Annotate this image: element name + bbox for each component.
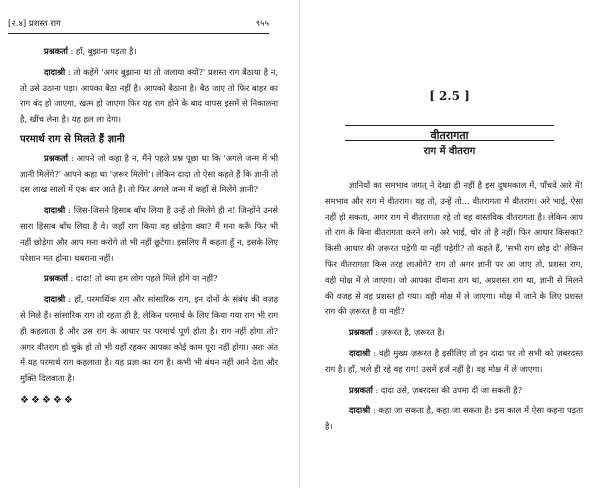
page-number: ९५५ <box>255 19 269 29</box>
speaker-label: प्रश्नकर्ता <box>349 384 373 395</box>
left-body-text <box>20 44 278 409</box>
speaker-label: दादाश्री <box>44 294 66 305</box>
paragraph <box>325 178 583 320</box>
chapter-subtitle: राग में वीतराग <box>423 146 476 157</box>
paragraph <box>20 271 278 287</box>
header-rule <box>8 33 269 34</box>
paragraph <box>20 44 278 60</box>
left-page <box>0 0 299 488</box>
end-ornament: ❖❖❖❖❖ <box>20 394 75 406</box>
paragraph-text: : तो कहेंगे 'अगर बुझाना था तो जलाया क्यों?' प्रशस्त राग बैठाया है न, तो उसे उठाना पड़ा। आपका बैठा नहीं है। आपको बैठाना है। बैठ जाए तो फिर बाहर का राग बंद हो जाएगा, खत्म हो जाएगा फिर यह राग होने के बाद वापस इसमें से निकालना है, खींच लेना है। यह हल ला देगा। <box>20 66 278 125</box>
paragraph <box>325 403 583 435</box>
paragraph-text: : कहा जा सकता है, कहा जा सकता है। इस काल में ऐसा कहना पड़ता है। <box>325 405 583 432</box>
paragraph <box>20 203 278 266</box>
speaker-label: दादाश्री <box>349 347 371 358</box>
paragraph <box>325 346 583 378</box>
paragraph-text: : आपने जो कहा है न, मैंने पहले प्रश्न पूछा था कि 'अगले जन्म में भी ज्ञानी मिलेंगे?' आपने कहा था 'ज़रूर मिलेंगे'। लेकिन दादा तो ऐसा कहते हैं कि ज्ञानी तो दस लाख सालों में एक बार आते हैं। तो फिर अगले जन्म में कहाँ से मिलेंगे ज्ञानी? <box>20 152 278 195</box>
paragraph-text: : दादा उसे, ज़बरदस्त की उपमा दी जा सकती है? <box>372 384 523 395</box>
chapter-title: वीतरागता <box>430 129 469 142</box>
speaker-label: प्रश्नकर्ता <box>349 327 373 338</box>
paragraph <box>325 325 583 341</box>
paragraph-text: : ज़रूरत है, ज़रूरत है। <box>372 327 445 338</box>
speaker-label: दादाश्री <box>44 205 66 216</box>
speaker-label: प्रश्नकर्ता <box>44 152 68 163</box>
paragraph-text: : वही मुख्य ज़रूरत है इसीलिए तो इन दादा पर तो सभी को ज़बरदस्त राग है। हाँ, भले ही रहे वह राग! उसमें हर्ज नहीं है। वह मोक्ष में ले जाएगा। <box>325 347 583 374</box>
paragraph <box>20 292 278 387</box>
right-page <box>300 0 599 488</box>
paragraph-text: : हाँ, परमार्थिक राग और सांसारिक राग, इन दोनों के संबंध की वजह से मिले हैं। सांसारिक राग तो रहता ही है, लेकिन परमार्थ के लिए किया गया राग भी राग ही कहलाता है और उस राग के आधार पर परमार्थ पूर्ण होता है। राग नहीं होगा तो? अगर वीतराग हो चुके हो तो भी यहाँ रहकर आपका कोई काम पूरा नहीं होगा। अतः अंत में यह परमार्थ राग कहलाता है। यह प्रज्ञा का राग है। कभी भी बंधन नहीं आने देता और मुक्ति दिलवाता है। <box>20 294 278 384</box>
speaker-label: प्रश्नकर्ता <box>44 46 68 56</box>
paragraph <box>325 383 583 399</box>
paragraph-text: : हाँ, बुझाना पड़ता है। <box>67 46 137 56</box>
speaker-label: प्रश्नकर्ता <box>44 273 68 284</box>
chapter-number-box <box>300 85 599 106</box>
right-body-text <box>325 178 583 435</box>
paragraph-text: : जिस-जिसने हिसाब बाँध लिया है उन्हें तो मिलेंगे ही न! जिन्होंने उनसे सारा हिसाब बाँध लिया है वे। जहाँ राग किया वह छोड़ेगा क्या? मैं मना करूँ फिर भी नहीं छोड़ेगा और आप मना करोगे तो भी नहीं छूटेगा। इसलिए मैं कहता हूँ न, इसके लिए परेशान मत होना। घबराना नहीं। <box>20 205 278 263</box>
running-head <box>8 18 269 32</box>
paragraph <box>20 151 278 198</box>
section-heading: परमार्थ राग से मिलते हैं ज्ञानी <box>20 133 125 145</box>
paragraph-text: ज्ञानियों का समभाव जगत् ने देखा ही नहीं है इस दुषमकाल में, पाँचवें आरे में! समभाव और राग में वीतराग। यह तो, उन्हें तो... वीतरागता में वीतराग। अरे भाई, ऐसा नहीं हो सकता, अगर राग में वीतरागता रहे तो वह वास्तविक वीतरागता है। लेकिन आप तो राग के बिना वीतरागता करने लगे। अरे भाई, चोर तो है नहीं। फिर आधार किसका? किसी आधार की ज़रूरत पड़ेगी या नहीं पड़ेगी? तो कहते हैं, 'सभी राग छोड़ दो' लेकिन फिर वीतरागता किस तरह लाओगे? राग तो अगर ज्ञानी पर आ जाए तो, प्रशस्त राग, वही मोक्ष में ले जाएगा। जो आपका दीवाना राग था, अप्रशस्त राग था, ज्ञानी से मिलने की वजह से वह प्रशस्त हो गया। वही मोक्ष में ले जाएगा। मोक्ष में जाने के लिए प्रशस्त राग की ज़रूरत है या नहीं? <box>325 180 583 317</box>
section-label: [२.४] प्रशस्त राग <box>8 19 61 29</box>
paragraph-text: : दादा! तो क्या हम लोग पहले मिले होंगे या नहीं? <box>67 273 218 284</box>
speaker-label: दादाश्री <box>349 405 371 416</box>
chapter-number: [ 2.5 ] <box>429 89 470 103</box>
paragraph <box>20 65 278 128</box>
speaker-label: दादाश्री <box>44 66 66 77</box>
